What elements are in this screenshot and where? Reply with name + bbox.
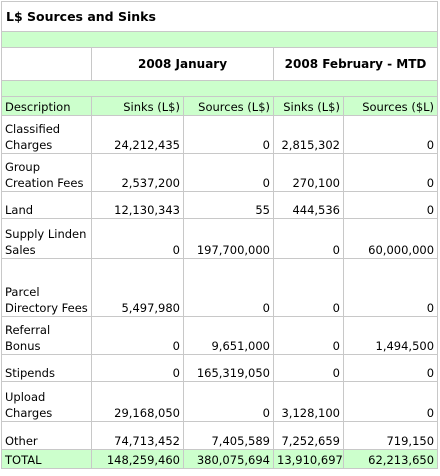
- cell-value: 0: [344, 259, 438, 317]
- table-row: [2, 355, 438, 382]
- cell-value: 165,319,050: [184, 355, 274, 382]
- column-header-feb-sources: Sources ($L): [344, 97, 438, 116]
- cell-value: 60,000,000: [344, 219, 438, 259]
- cell-value: 444,536: [274, 192, 344, 219]
- cell-value: 0: [274, 317, 344, 355]
- total-value: 13,910,697: [274, 450, 344, 469]
- sources-sinks-table: [1, 1, 438, 469]
- cell-value: 0: [92, 355, 184, 382]
- row-label: Supply Linden Sales: [2, 219, 92, 259]
- cell-value: 0: [274, 219, 344, 259]
- cell-value: 197,700,000: [184, 219, 274, 259]
- cell-value: 0: [274, 259, 344, 317]
- cell-value: 0: [344, 382, 438, 422]
- cell-value: 0: [184, 382, 274, 422]
- row-label: Land: [2, 192, 92, 219]
- table-row: [2, 154, 438, 192]
- cell-value: 1,494,500: [344, 317, 438, 355]
- cell-value: 0: [92, 317, 184, 355]
- table-row: [2, 192, 438, 219]
- column-header-feb-sinks: Sinks (L$): [274, 97, 344, 116]
- title-row: [2, 2, 438, 32]
- cell-value: 0: [184, 116, 274, 154]
- period-header-january: 2008 January: [92, 48, 274, 81]
- cell-value: 5,497,980: [92, 259, 184, 317]
- spacer-row: [2, 81, 438, 97]
- column-header-row: [2, 97, 438, 116]
- cell-value: 12,130,343: [92, 192, 184, 219]
- total-value: 148,259,460: [92, 450, 184, 469]
- cell-value: 74,713,452: [92, 422, 184, 450]
- row-label: Upload Charges: [2, 382, 92, 422]
- row-label: Classified Charges: [2, 116, 92, 154]
- cell-value: 29,168,050: [92, 382, 184, 422]
- cell-value: 55: [184, 192, 274, 219]
- table-row: [2, 116, 438, 154]
- table-row: [2, 259, 438, 317]
- cell-value: 0: [184, 259, 274, 317]
- cell-value: 7,252,659: [274, 422, 344, 450]
- row-label: Parcel Directory Fees: [2, 259, 92, 317]
- cell-value: 719,150: [344, 422, 438, 450]
- period-header-february: 2008 February - MTD: [274, 48, 438, 81]
- table-row: [2, 382, 438, 422]
- cell-value: 0: [344, 154, 438, 192]
- cell-value: 0: [274, 355, 344, 382]
- table-title: L$ Sources and Sinks: [2, 2, 438, 32]
- cell-value: 270,100: [274, 154, 344, 192]
- cell-value: 9,651,000: [184, 317, 274, 355]
- cell-value: 0: [344, 116, 438, 154]
- cell-value: 0: [92, 219, 184, 259]
- cell-value: 0: [344, 192, 438, 219]
- table-row: [2, 219, 438, 259]
- column-header-jan-sources: Sources (L$): [184, 97, 274, 116]
- cell-value: 7,405,589: [184, 422, 274, 450]
- column-header-jan-sinks: Sinks (L$): [92, 97, 184, 116]
- cell-value: 3,128,100: [274, 382, 344, 422]
- total-label: TOTAL: [2, 450, 92, 469]
- period-header-row: [2, 48, 438, 81]
- column-header-description: Description: [2, 97, 92, 116]
- cell-value: 24,212,435: [92, 116, 184, 154]
- cell-value: 2,815,302: [274, 116, 344, 154]
- row-label: Other: [2, 422, 92, 450]
- row-label: Referral Bonus: [2, 317, 92, 355]
- cell-value: 2,537,200: [92, 154, 184, 192]
- row-label: Stipends: [2, 355, 92, 382]
- total-value: 380,075,694: [184, 450, 274, 469]
- cell-value: 0: [184, 154, 274, 192]
- total-row: [2, 450, 438, 469]
- spacer-row: [2, 32, 438, 48]
- row-label: Group Creation Fees: [2, 154, 92, 192]
- cell-value: 0: [344, 355, 438, 382]
- table-row: [2, 422, 438, 450]
- table-row: [2, 317, 438, 355]
- total-value: 62,213,650: [344, 450, 438, 469]
